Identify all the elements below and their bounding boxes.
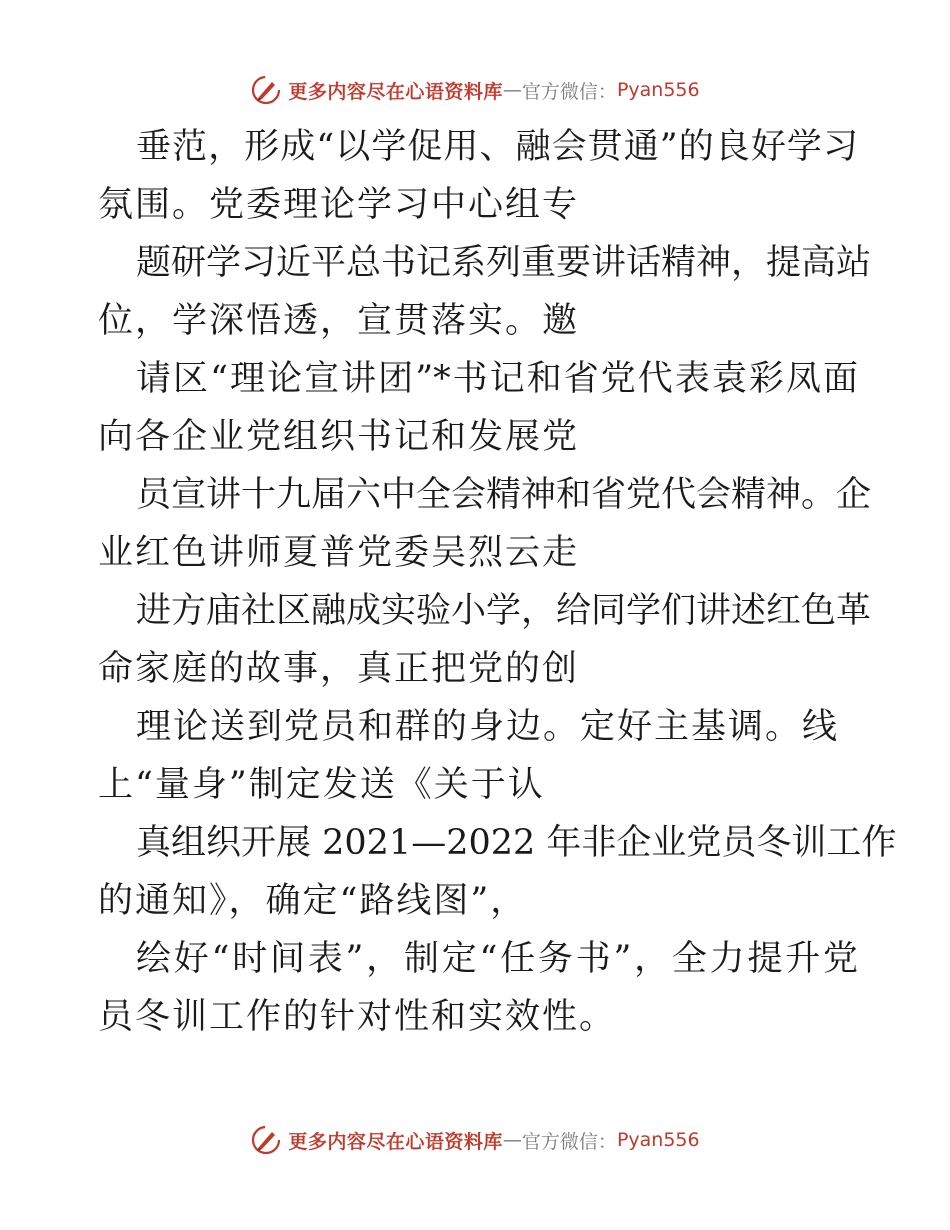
banner-dash: — xyxy=(502,79,522,101)
header-watermark-banner xyxy=(0,70,950,110)
quill-pen-seal-icon xyxy=(250,1124,282,1156)
brand-text: 更多内容尽在心语资料库 xyxy=(288,80,503,103)
text-line: 的通知》，确定“路线图”， xyxy=(98,881,528,921)
footer-watermark-banner xyxy=(0,1120,950,1160)
quill-pen-seal-icon xyxy=(250,74,282,106)
text-line: 题研学习近平总书记系列重要讲话精神，提高站 xyxy=(136,243,872,283)
wechat-label: 官方微信： xyxy=(521,1130,617,1153)
text-line: 进方庙社区融成实验小学，给同学们讲述红色革 xyxy=(136,591,872,631)
text-line: 绘好“时间表”，制定“任务书”，全力提升党 xyxy=(136,939,858,979)
text-line: 垂范，形成“以学促用、融会贯通”的良好学习 xyxy=(136,127,858,167)
wechat-label: 官方微信： xyxy=(521,80,617,103)
brand-text: 更多内容尽在心语资料库 xyxy=(288,1130,503,1153)
document-body xyxy=(98,118,897,1046)
wechat-id: Pyan556 xyxy=(616,79,700,101)
banner-dash: — xyxy=(502,1129,522,1151)
text-line: 向各企业党组织书记和发展党 xyxy=(98,417,580,457)
text-line: 员冬训工作的针对性和实效性。 xyxy=(98,997,617,1037)
text-line: 真组织开展 2021—2022 年非企业党员冬训工作 xyxy=(136,823,897,863)
text-line: 上“量身”制定发送《关于认 xyxy=(98,765,545,805)
text-line: 业红色讲师夏普党委吴烈云走 xyxy=(98,533,580,573)
text-line: 理论送到党员和群的身边。定好主基调。线 xyxy=(136,707,840,747)
text-line: 员宣讲十九届六中全会精神和省党代会精神。企 xyxy=(136,475,872,515)
text-line: 氛围。党委理论学习中心组专 xyxy=(98,185,580,225)
wechat-id: Pyan556 xyxy=(616,1129,700,1151)
text-line: 命家庭的故事，真正把党的创 xyxy=(98,649,580,689)
text-line: 位，学深悟透，宣贯落实。邀 xyxy=(98,301,580,341)
text-line: 请区“理论宣讲团”*书记和省党代表袁彩凤面 xyxy=(136,359,858,399)
